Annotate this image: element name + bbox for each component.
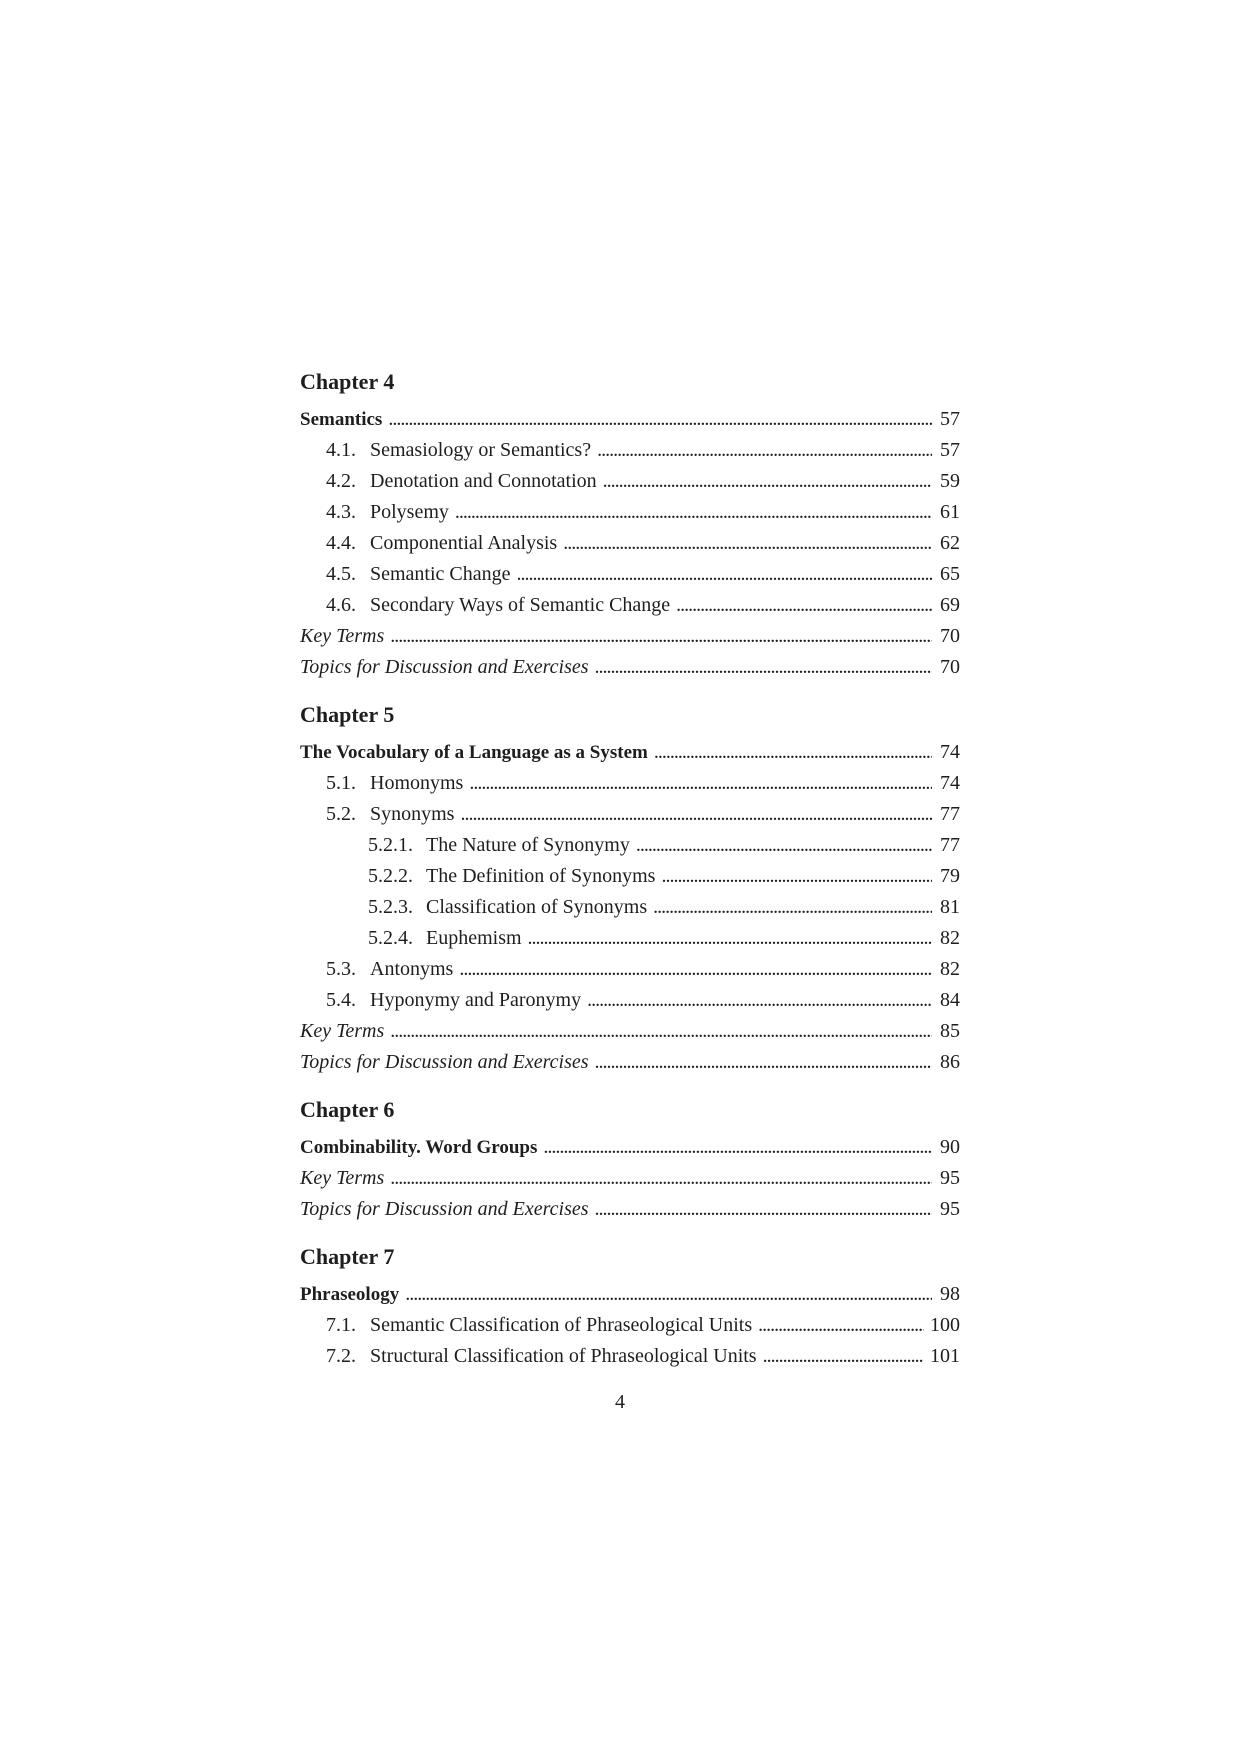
toc-entry[interactable] (300, 1279, 960, 1310)
entry-title: Topics for Discussion and Exercises (300, 656, 589, 678)
page-ref: 95 (940, 1198, 960, 1220)
entry-title: The Nature of Synonymy (426, 834, 630, 856)
entry-title: Semasiology or Semantics? (370, 439, 592, 461)
toc-entry[interactable] (300, 985, 960, 1016)
toc-entry[interactable] (300, 954, 960, 985)
toc-entry[interactable] (300, 830, 960, 861)
chapter-block (300, 368, 960, 683)
page-ref: 77 (940, 834, 960, 856)
dot-leader (758, 1310, 924, 1341)
page-ref: 79 (940, 865, 960, 887)
toc-entry[interactable] (300, 497, 960, 528)
dot-leader (587, 985, 932, 1016)
toc-entry[interactable] (300, 466, 960, 497)
toc-entry[interactable] (300, 590, 960, 621)
section-number: 5.2.3. (368, 896, 413, 918)
page-ref: 70 (940, 656, 960, 678)
page-ref: 74 (940, 741, 960, 763)
page-ref: 69 (940, 594, 960, 616)
toc-entry[interactable] (300, 861, 960, 892)
chapter-heading: Chapter 5 (300, 702, 395, 727)
toc-entry[interactable] (300, 1047, 960, 1078)
entry-title: Topics for Discussion and Exercises (300, 1051, 589, 1073)
dot-leader (460, 799, 932, 830)
entry-title: Key Terms (300, 625, 385, 647)
page-ref: 57 (940, 408, 960, 430)
dot-leader (636, 830, 932, 861)
page-ref: 100 (930, 1314, 960, 1336)
chapter-heading: Chapter 6 (300, 1097, 395, 1122)
page-ref: 65 (940, 563, 960, 585)
dot-leader (455, 497, 932, 528)
page-ref: 70 (940, 625, 960, 647)
table-of-contents (300, 368, 960, 1390)
page-ref: 57 (940, 439, 960, 461)
page-ref: 95 (940, 1167, 960, 1189)
page-ref: 90 (940, 1136, 960, 1158)
dot-leader (543, 1132, 932, 1163)
entry-title: Key Terms (300, 1020, 385, 1042)
page-ref: 77 (940, 803, 960, 825)
dot-leader (661, 861, 932, 892)
dot-leader (405, 1279, 932, 1310)
section-number: 5.2.2. (368, 865, 413, 887)
toc-entry[interactable] (300, 559, 960, 590)
toc-entry[interactable] (300, 404, 960, 435)
dot-leader (390, 621, 932, 652)
entry-title: Hyponymy and Paronymy (370, 989, 582, 1011)
dot-leader (653, 892, 932, 923)
dot-leader (390, 1163, 932, 1194)
section-number: 5.2.1. (368, 834, 413, 856)
section-number: 5.4. (326, 989, 356, 1011)
section-number: 4.1. (326, 439, 356, 461)
section-number: 4.2. (326, 470, 356, 492)
entry-title: Semantic Change (370, 563, 511, 585)
chapter-block (300, 1243, 960, 1372)
entry-title: Key Terms (300, 1167, 385, 1189)
toc-entry[interactable] (300, 923, 960, 954)
page-ref: 59 (940, 470, 960, 492)
dot-leader (763, 1341, 924, 1372)
entry-title: Homonyms (370, 772, 464, 794)
toc-entry[interactable] (300, 1310, 960, 1341)
entry-title: Phraseology (300, 1284, 400, 1305)
toc-list (300, 368, 960, 1372)
entry-title: Combinability. Word Groups (300, 1137, 538, 1158)
page-ref: 84 (940, 989, 960, 1011)
section-number: 4.3. (326, 501, 356, 523)
page-ref: 74 (940, 772, 960, 794)
page-ref: 101 (930, 1345, 960, 1367)
toc-entry[interactable] (300, 1194, 960, 1225)
entry-title: Topics for Discussion and Exercises (300, 1198, 589, 1220)
chapter-heading: Chapter 7 (300, 1244, 395, 1269)
entry-title: Semantics (300, 409, 383, 430)
chapter-heading: Chapter 4 (300, 369, 395, 394)
dot-leader (469, 768, 932, 799)
toc-entry[interactable] (300, 737, 960, 768)
toc-entry[interactable] (300, 768, 960, 799)
toc-entry[interactable] (300, 1163, 960, 1194)
section-number: 5.3. (326, 958, 356, 980)
dot-leader (388, 404, 932, 435)
section-number: 5.2. (326, 803, 356, 825)
chapter-block (300, 701, 960, 1078)
section-number: 4.4. (326, 532, 356, 554)
section-number: 5.2.4. (368, 927, 413, 949)
dot-leader (390, 1016, 932, 1047)
dot-leader (595, 1194, 932, 1225)
dot-leader (459, 954, 932, 985)
entry-title: The Vocabulary of a Language as a System (300, 742, 648, 763)
entry-title: Structural Classification of Phraseological Units (370, 1345, 757, 1367)
section-number: 5.1. (326, 772, 356, 794)
entry-title: Secondary Ways of Semantic Change (370, 594, 671, 616)
toc-entry[interactable] (300, 1016, 960, 1047)
dot-leader (595, 652, 932, 683)
page-ref: 62 (940, 532, 960, 554)
dot-leader (563, 528, 932, 559)
page-ref: 86 (940, 1051, 960, 1073)
entry-title: Semantic Classification of Phraseological Units (370, 1314, 753, 1336)
dot-leader (597, 435, 932, 466)
entry-title: Componential Analysis (370, 532, 558, 554)
section-number: 7.1. (326, 1314, 356, 1336)
dot-leader (603, 466, 932, 497)
entry-title: The Definition of Synonyms (426, 865, 656, 887)
dot-leader (676, 590, 932, 621)
toc-entry[interactable] (300, 528, 960, 559)
page-ref: 61 (940, 501, 960, 523)
page-ref: 81 (940, 896, 960, 918)
toc-entry[interactable] (300, 435, 960, 466)
page-ref: 82 (940, 927, 960, 949)
page-ref: 98 (940, 1283, 960, 1305)
page-ref: 85 (940, 1020, 960, 1042)
toc-entry[interactable] (300, 652, 960, 683)
section-number: 7.2. (326, 1345, 356, 1367)
dot-leader (528, 923, 932, 954)
entry-title: Classification of Synonyms (426, 896, 648, 918)
section-number: 4.6. (326, 594, 356, 616)
chapter-block (300, 1096, 960, 1225)
toc-entry[interactable] (300, 1132, 960, 1163)
entry-title: Antonyms (370, 958, 454, 980)
toc-entry[interactable] (300, 621, 960, 652)
entry-title: Synonyms (370, 803, 455, 825)
page-number: 4 (615, 1391, 625, 1413)
page-ref: 82 (940, 958, 960, 980)
entry-title: Euphemism (426, 927, 522, 949)
toc-entry[interactable] (300, 1341, 960, 1372)
entry-title: Polysemy (370, 501, 449, 523)
entry-title: Denotation and Connotation (370, 470, 597, 492)
toc-entry[interactable] (300, 892, 960, 923)
dot-leader (517, 559, 932, 590)
section-number: 4.5. (326, 563, 356, 585)
toc-entry[interactable] (300, 799, 960, 830)
dot-leader (654, 737, 932, 768)
dot-leader (595, 1047, 932, 1078)
